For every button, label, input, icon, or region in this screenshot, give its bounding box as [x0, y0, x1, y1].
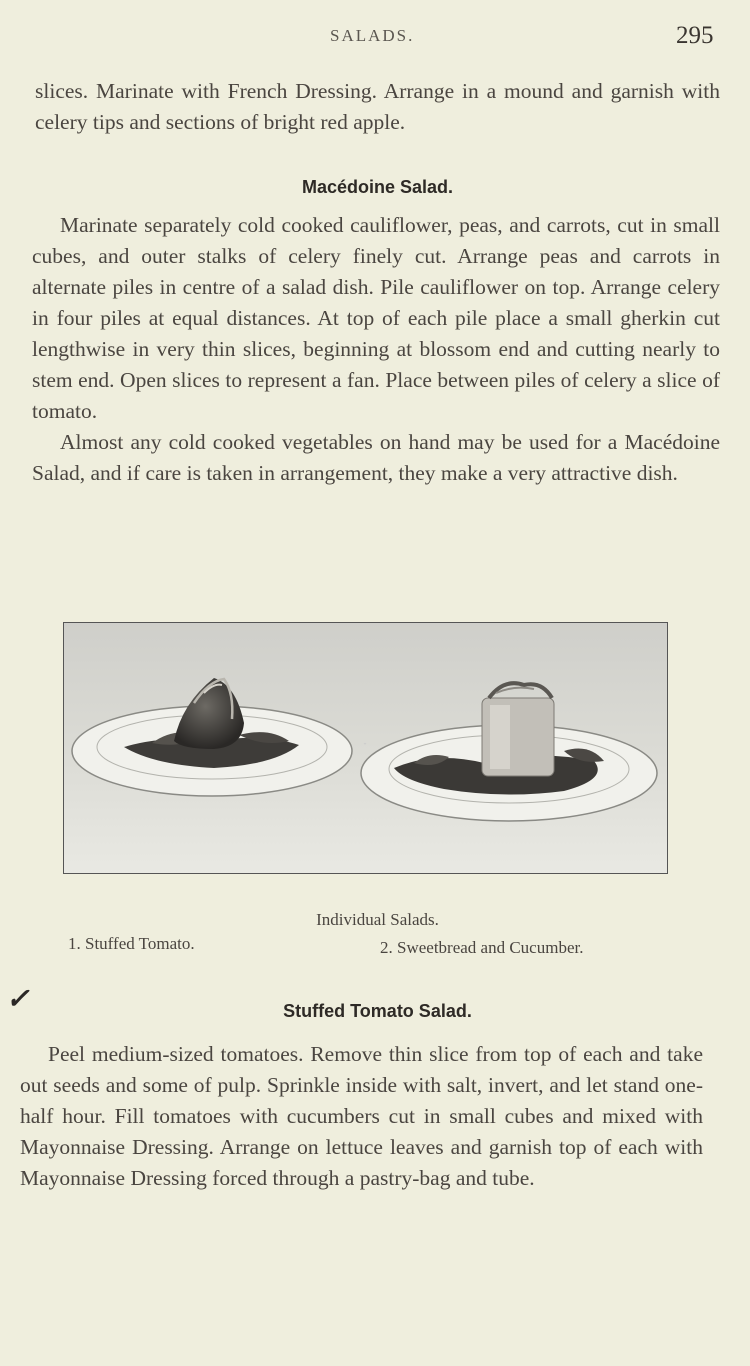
figure-caption-left: 1. Stuffed Tomato.: [68, 934, 195, 953]
macedoine-body: [32, 210, 720, 489]
stuffed-tomato-paragraph: Peel medium-sized tomatoes. Remove thin slice from top of each and take out seeds and some of pulp. Sprinkle inside with salt, invert, and let stand one-half hour. Fill tomatoes with cucumbers cut in small cubes and mixed with Mayonnaise Dressing. Arrange on lettuce leaves and garnish top of each with Mayonnaise Dressing forced through a pastry-bag and tube.: [20, 1042, 703, 1190]
figure-caption-title: Individual Salads.: [316, 910, 439, 929]
continued-paragraph-text: slices. Marinate with French Dressing. Arrange in a mound and garnish with celery tips and sections of bright red apple.: [35, 79, 720, 134]
pencil-check-mark: ✓: [6, 984, 30, 1015]
individual-salads-photo: [63, 622, 668, 874]
macedoine-paragraph-1: Marinate separately cold cooked cauliflower, peas, and carrots, cut in small cubes, and outer stalks of celery finely cut. Arrange peas and carrots in alternate piles in centre of a salad dish. Pile cauliflower on top. Arrange celery in four piles at equal distances. At top of each pile place a small gherkin cut lengthwise in very thin slices, beginning at blossom end and cutting nearly to stem end. Open slices to represent a fan. Place between piles of celery a slice of tomato.: [32, 213, 720, 423]
running-head: [0, 22, 750, 52]
macedoine-heading: Macédoine Salad.: [301, 177, 454, 197]
stuffed-tomato-body: [20, 1039, 703, 1194]
figure-caption-right: 2. Sweetbread and Cucumber.: [380, 938, 584, 957]
continued-paragraph: [35, 76, 720, 138]
stuffed-tomato-heading: Stuffed Tomato Salad.: [283, 1001, 472, 1021]
macedoine-paragraph-2: Almost any cold cooked vegetables on hand may be used for a Macédoine Salad, and if care is taken in arrangement, they make a very attractive dish.: [32, 430, 720, 485]
page-number: 295: [676, 22, 714, 49]
section-title: SALADS.: [330, 26, 415, 45]
salads-illustration: [64, 623, 668, 874]
